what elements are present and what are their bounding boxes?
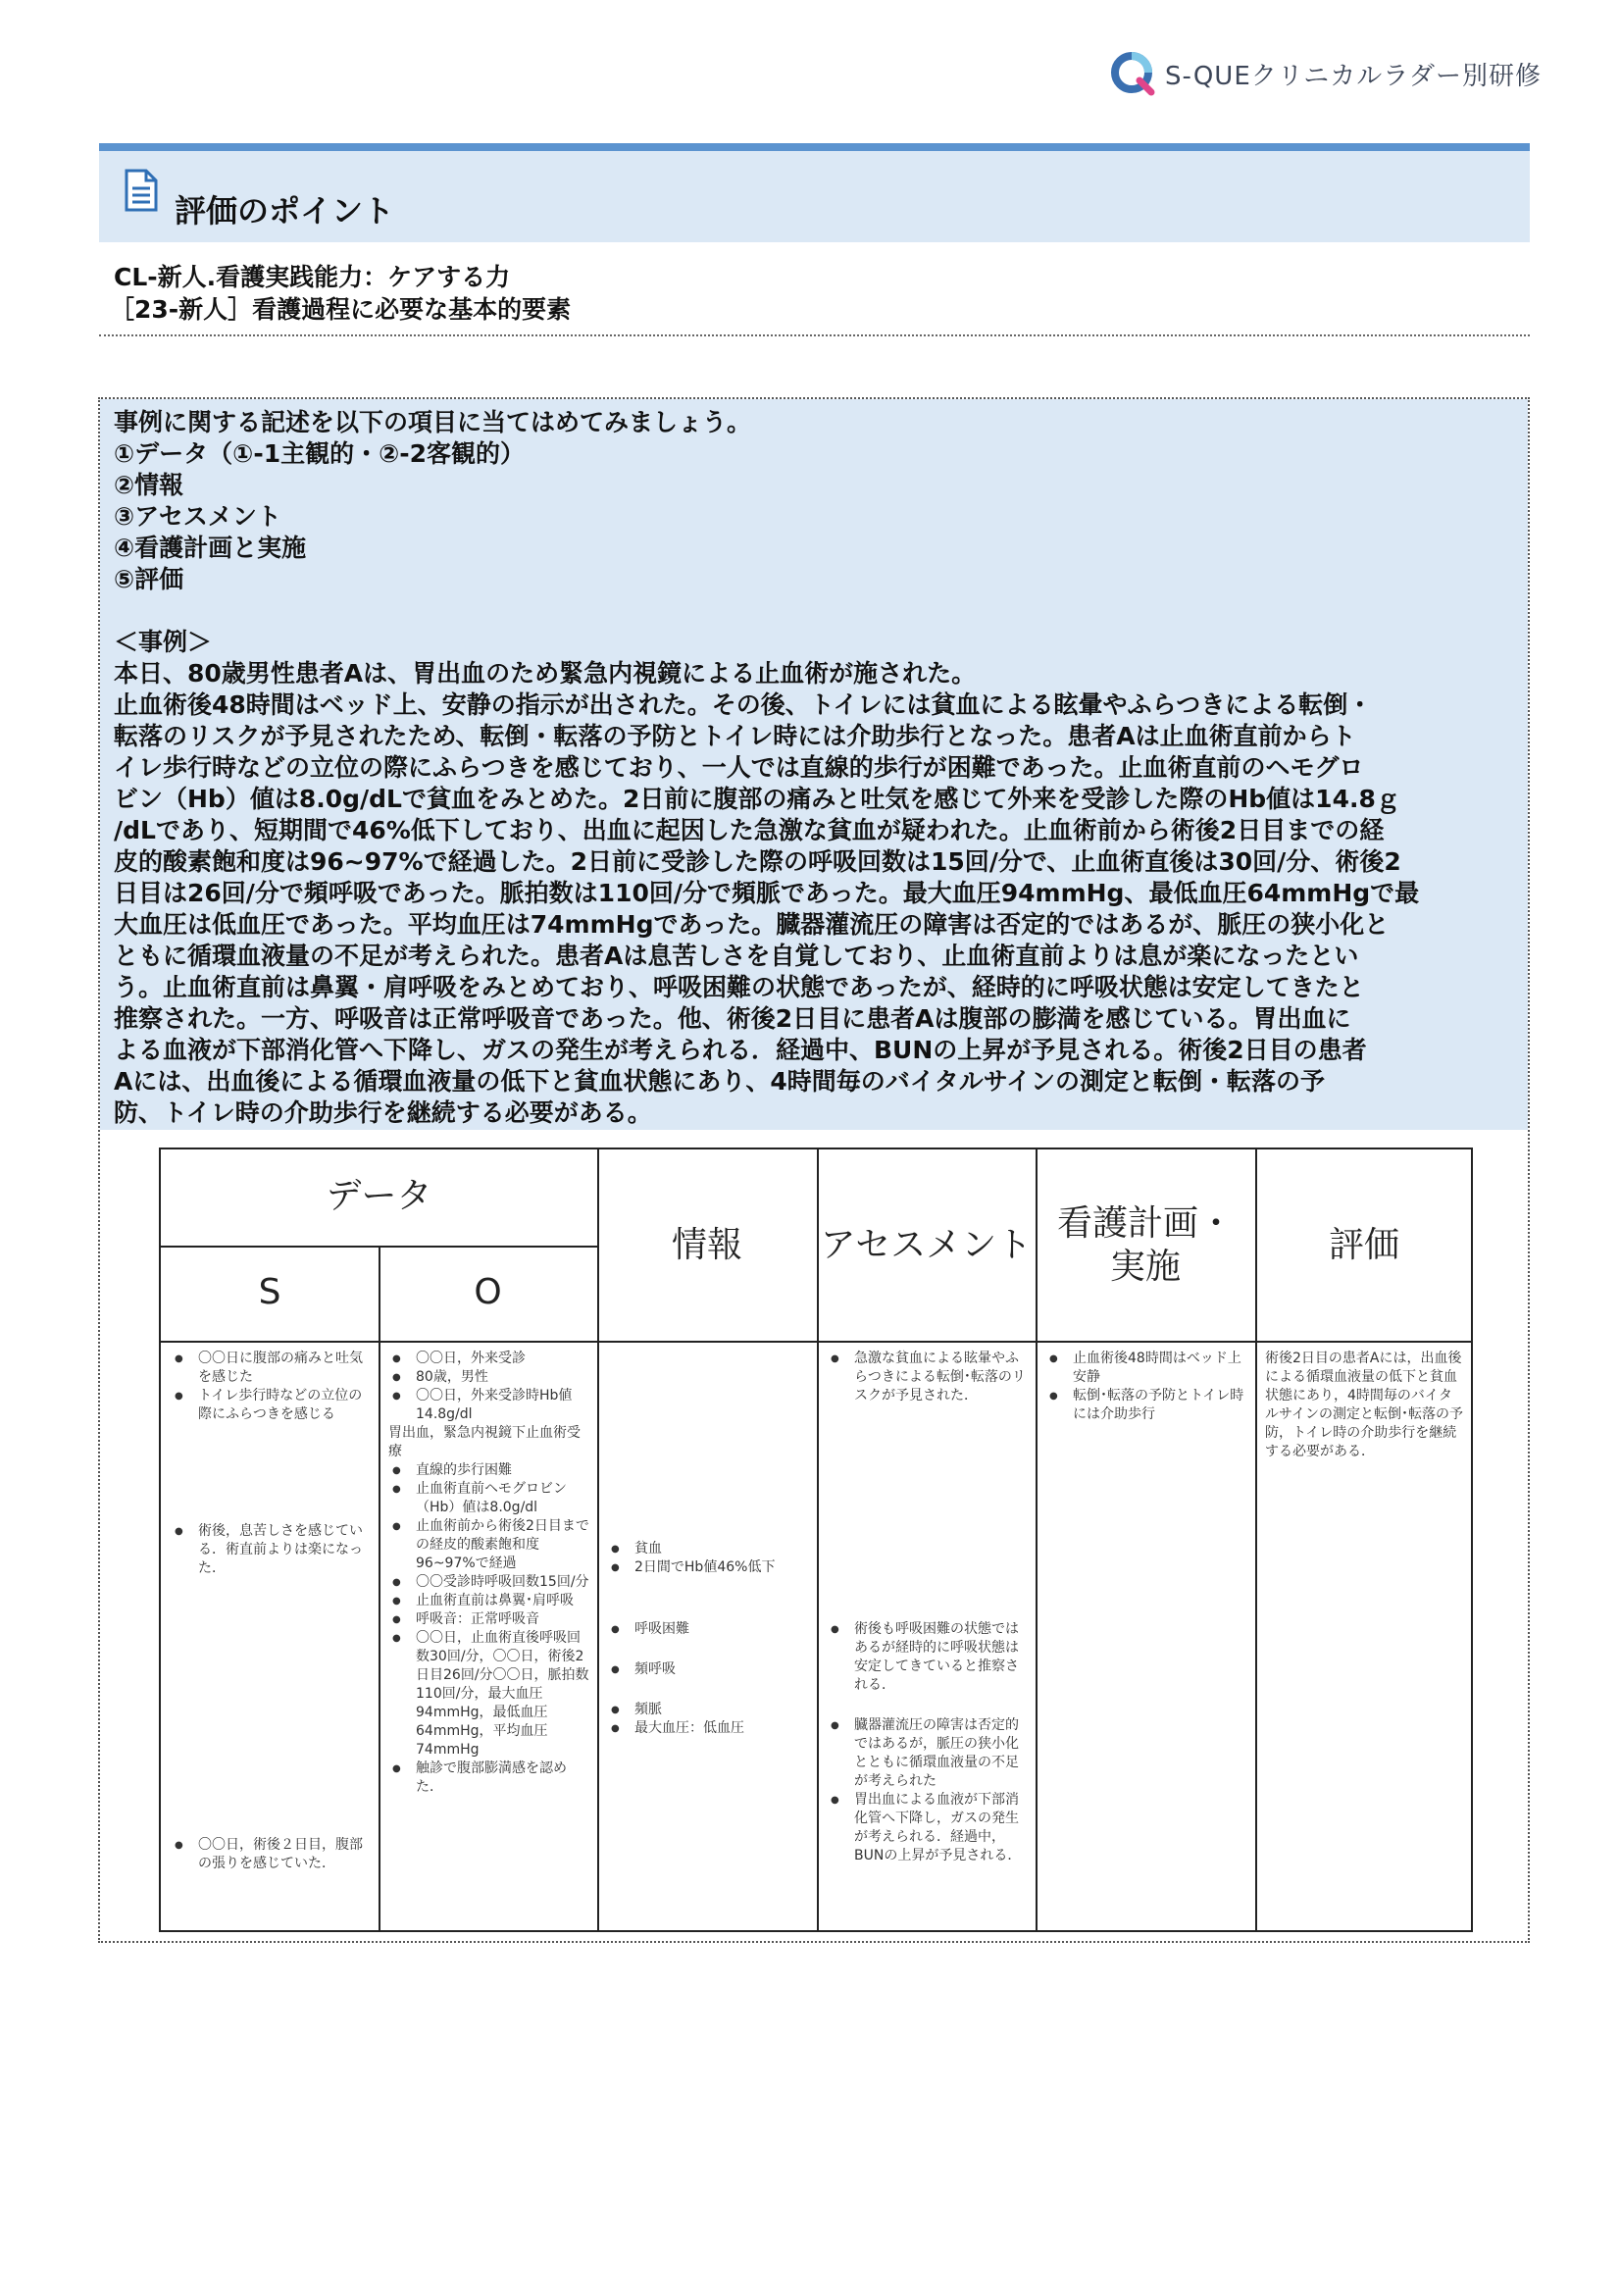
header-evaluation: 評価 [1328,1225,1399,1265]
case-line: Aには、出血後による循環血液量の低下と貧血状態にあり、4時間毎のバイタルサインの測定と転倒・転落の予 [114,1067,1325,1096]
assessment-column [827,1350,1028,1405]
list-item: ● 最大血圧：低血圧 [634,1719,813,1738]
list-item: ● 頻呼吸 [634,1660,813,1679]
assessment-column-lower [827,1620,1028,1865]
list-item: ● 〇〇日，外来受診 [416,1350,589,1368]
header-accent-bar [99,143,1530,151]
list-item: ● トイレ歩行時などの立位の際にふらつきを感じる [198,1387,363,1424]
list-item: ● 止血術後48時間はベッド上安静 [1073,1350,1247,1387]
list-item: ● 直線的歩行困難 [416,1461,589,1480]
case-line: イレ歩行時などの立位の際にふらつきを感じており、一人では直線的歩行が困難であった。止血術直前のヘモグロ [114,753,1364,782]
list-item: ● 〇〇受診時呼吸回数15回/分 [416,1573,589,1592]
case-line: ①データ（①-1主観的・②-2客観的） [114,439,526,468]
case-line [114,595,1516,627]
subtitle-line-2: ［23-新人］看護過程に必要な基本的要素 [110,295,572,324]
case-line: 防、トイレ時の介助歩行を継続する必要がある。 [114,1098,652,1127]
list-item: ● 〇〇日，外来受診時Hb値14.8g/dl [416,1387,589,1424]
header-o: O [474,1272,502,1312]
list-item: ● 術後，息苦しさを感じている．術直前よりは楽になった． [198,1522,363,1578]
logo [1110,47,1542,100]
o-note: 胃出血，緊急内視鏡下止血術受療 [388,1425,581,1459]
case-line: よる血液が下部消化管へ下降し、ガスの発生が考えられる．経過中、BUNの上昇が予見される。術後2日目の患者 [114,1036,1367,1064]
case-line: 止血術後48時間はベッド上、安静の指示が出された。その後、トイレには貧血による眩暈やふらつきによる転倒・ [114,690,1373,719]
page-title: 評価のポイント [175,192,395,230]
case-line: 日目は26回/分で頻呼吸であった。脈拍数は110回/分で頻脈であった。最大血圧94mmHg、最低血圧64mmHgで最 [114,879,1420,907]
subtitle-line-1: CL-新人.看護実践能力：ケアする力 [114,263,511,291]
s-column-bottom [171,1836,363,1873]
case-line: 推察された。一方、呼吸音は正常呼吸音であった。他、術後2日目に患者Aは腹部の膨満を感じている。胃出血に [114,1004,1351,1033]
nursing-process-table [159,1148,1473,1932]
list-item: ● 〇〇日，止血術直後呼吸回数30回/分，〇〇日，術後2日目26回/分〇〇日，脈拍数110回/分，最大血圧94mmHg，最低血圧64mmHg，平均血圧74mmHg [416,1629,589,1760]
case-line: ②情報 [114,471,184,499]
list-item: ● 80歳，男性 [416,1368,589,1387]
case-line: /dLであり、短期間で46%低下しており、出血に起因した急激な貧血が疑われた。止血術前から術後2日目までの経 [114,816,1385,844]
list-item: ● 胃出血による血液が下部消化管へ下降し，ガスの発生が考えられる．経過中，BUNの上昇が予見される． [854,1791,1028,1865]
logo-brand-text: S-QUEクリニカルラダー別研修 [1165,61,1542,91]
table-divider [161,1341,1471,1343]
list-item: ● 止血術直前ヘモグロビン（Hb）値は8.0g/dl [416,1480,589,1517]
case-line: 皮的酸素飽和度は96~97%で経過した。2日前に受診した際の呼吸回数は15回/分で、止血術直後は30回/分、術後2 [114,847,1401,876]
list-item: ● 呼吸困難 [634,1620,813,1639]
info-column-lower [607,1620,813,1738]
case-line: 事例に関する記述を以下の項目に当てはめてみましょう。 [114,408,752,436]
list-item: ● 止血術前から術後2日目までの経皮的酸素飽和度96~97%で経過 [416,1517,589,1573]
list-item: ● 頻脈 [634,1701,813,1719]
list-item: ● 術後も呼吸困難の状態ではあるが経時的に呼吸状態は安定してきていると推察される． [854,1620,1028,1695]
header-plan-line-1: 看護計画・ [1056,1203,1234,1244]
header-assessment: アセスメント [820,1225,1033,1265]
evaluation-column [1265,1350,1465,1461]
header-data: データ [326,1176,432,1216]
document-icon [125,169,158,212]
evaluation-text: 術後2日目の患者Aには，出血後による循環血液量の低下と貧血状態にあり，4時間毎のバイタルサインの測定と転倒･転落の予防，トイレ時の介助歩行を継続する必要がある． [1265,1351,1464,1459]
o-column [388,1350,589,1797]
list-item: ● 転倒･転落の予防とトイレ時には介助歩行 [1073,1387,1247,1424]
table-divider [161,1246,597,1248]
case-line: 本日、80歳男性患者Aは、胃出血のため緊急内視鏡による止血術が施された。 [114,659,977,688]
case-line: ④看護計画と実施 [114,534,307,562]
list-item: ● 呼吸音：正常呼吸音 [416,1610,589,1629]
table-divider [379,1246,380,1930]
case-line: う。止血術直前は鼻翼・肩呼吸をみとめており、呼吸困難の状態であったが、経時的に呼吸状態は安定してきたと [114,973,1364,1001]
q-logo-icon [1110,49,1159,98]
s-column [171,1350,363,1424]
list-item: ● 2日間でHb値46%低下 [634,1558,813,1577]
plan-column [1045,1350,1247,1424]
header-plan-line-2: 実施 [1109,1247,1181,1287]
header-info: 情報 [671,1225,742,1265]
case-line: ともに循環血液量の不足が考えられた。患者Aは息苦しさを自覚しており、止血術直前よりは息が楽になったとい [114,942,1359,970]
header-s: S [258,1272,281,1312]
case-text [114,407,1516,1129]
case-line: 大血圧は低血圧であった。平均血圧は74mmHgであった。臓器灌流圧の障害は否定的ではあるが、脈圧の狭小化と [114,910,1390,939]
list-item: ● 貧血 [634,1540,813,1558]
case-line: ③アセスメント [114,502,281,531]
list-item: ● 臓器灌流圧の障害は否定的ではあるが，脈圧の狭小化とともに循環血液量の不足が考えられた [854,1716,1028,1791]
list-item: ● 急激な貧血による眩暈やふらつきによる転倒･転落のリスクが予見された． [854,1350,1028,1405]
case-line: 転落のリスクが予見されたため、転倒・転落の予防とトイレ時には介助歩行となった。患者Aは止血術直前からト [114,722,1356,750]
list-item: ● 触診で腹部膨満感を認めた． [416,1760,589,1797]
info-column [607,1540,813,1577]
dotted-divider [99,334,1530,336]
list-item: ● 〇〇日に腹部の痛みと吐気を感じた [198,1350,363,1387]
case-line: ⑤評価 [114,565,184,593]
s-column-mid [171,1522,363,1578]
list-item: ● 〇〇日，術後２日目，腹部の張りを感じていた． [198,1836,363,1873]
case-line: ＜事例＞ [114,628,213,656]
case-line: ビン（Hb）値は8.0g/dLで貧血をみとめた。2日前に腹部の痛みと吐気を感じて外来を受診した際のHb値は14.8ｇ [114,785,1400,813]
header-plan [1036,1202,1255,1289]
list-item: ● 止血術直前は鼻翼･肩呼吸 [416,1592,589,1610]
